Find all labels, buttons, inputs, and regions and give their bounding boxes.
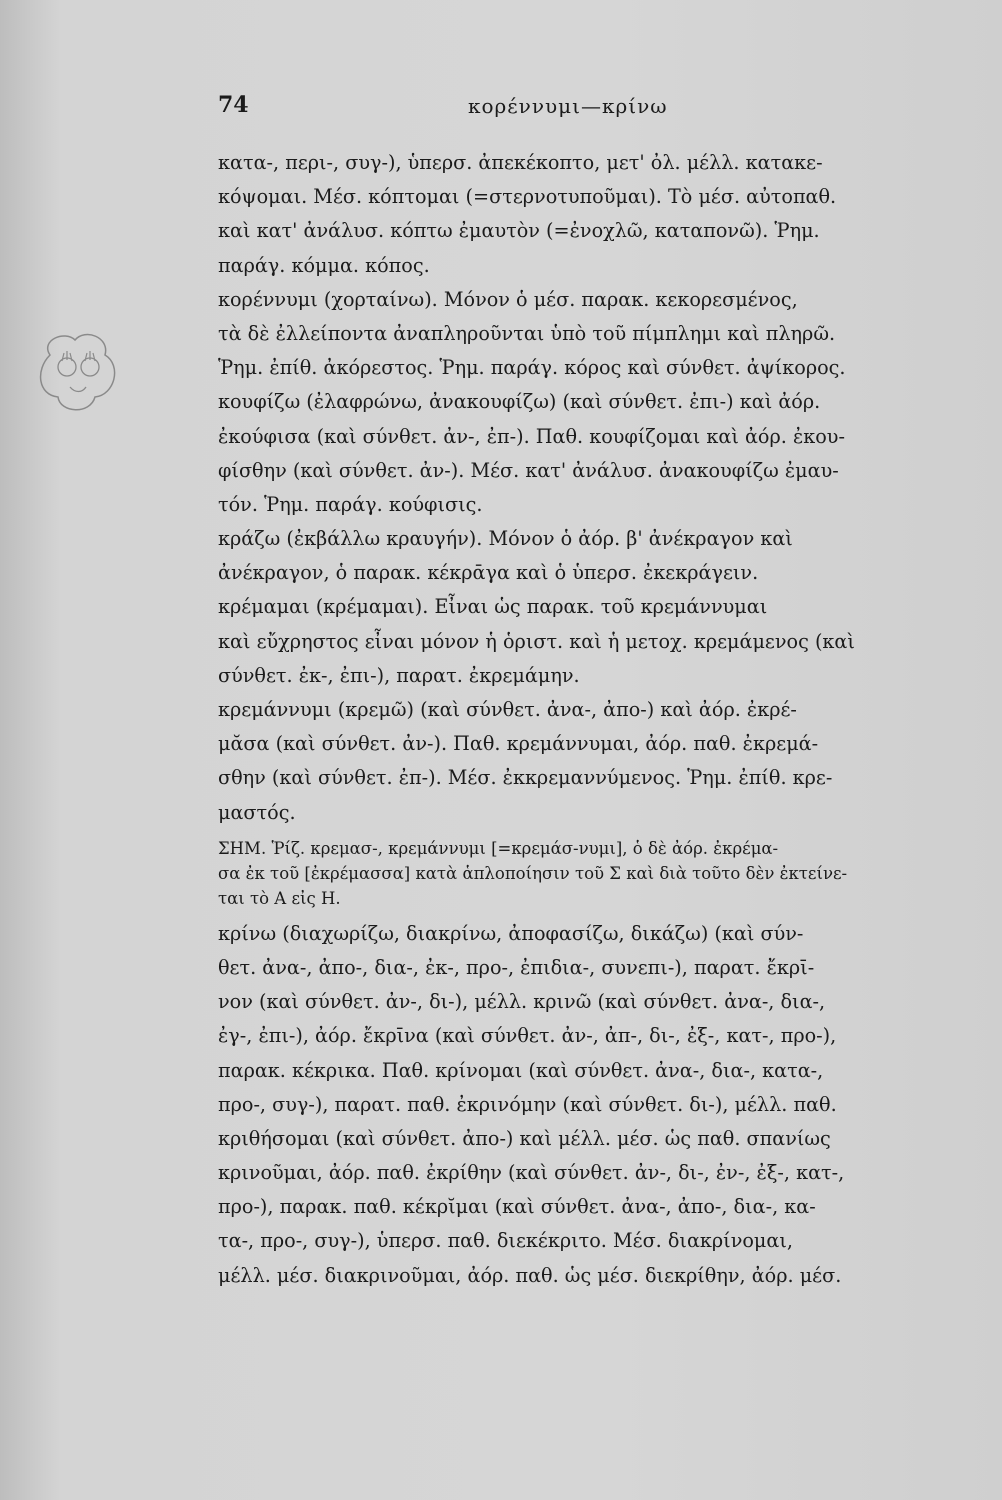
body-text: [218, 146, 958, 1293]
text-line: προ-), παρακ. παθ. κέκρῐμαι (καὶ σύνθετ. ἀνα-, ἀπο-, δια-, κα-: [218, 1195, 816, 1219]
text-line: καὶ κατ' ἀνάλυσ. κόπτω ἐμαυτὸν (=ἐνοχλῶ, καταπονῶ). Ῥημ.: [218, 219, 820, 243]
text-line: προ-, συγ-), παρατ. παθ. ἐκρινόμην (καὶ σύνθετ. δι-), μέλλ. παθ.: [218, 1092, 837, 1116]
note-line: ται τὸ Α εἰς Η.: [218, 888, 341, 908]
text-line: κρίνω (διαχωρίζω, διακρίνω, ἀποφασίζω, δικάζω) (καὶ σύν-: [218, 921, 804, 945]
text-line: τόν. Ῥημ. παράγ. κούφισις.: [218, 492, 483, 516]
text-line: ἀνέκραγον, ὁ παρακ. κέκρᾱγα καὶ ὁ ὑπερσ. ἐκεκράγειν.: [218, 561, 759, 585]
text-line: κρέμαμαι (κρέμαμαι). Εἶναι ὡς παρακ. τοῦ κρεμάννυμαι: [218, 595, 768, 619]
text-line: φίσθην (καὶ σύνθετ. ἀν-). Μέσ. κατ' ἀνάλυσ. ἀνακουφίζω ἐμαυ-: [218, 458, 839, 482]
text-line: κουφίζω (ἐλαφρώνω, ἀνακουφίζω) (καὶ σύνθετ. ἐπι-) καὶ ἀόρ.: [218, 390, 821, 414]
text-line: ἐκούφισα (καὶ σύνθετ. ἀν-, ἐπ-). Παθ. κουφίζομαι καὶ ἀόρ. ἐκου-: [218, 424, 845, 448]
text-line: κρεμάννυμι (κρεμῶ) (καὶ σύνθετ. ἀνα-, ἀπο-) καὶ ἀόρ. ἐκρέ-: [218, 698, 797, 721]
text-line: μᾰσα (καὶ σύνθετ. ἀν-). Παθ. κρεμάννυμαι, ἀόρ. παθ. ἐκρεμά-: [218, 732, 819, 756]
text-line: θετ. ἀνα-, ἀπο-, δια-, ἐκ-, προ-, ἐπιδια-, συνεπι-), παρατ. ἔκρῑ-: [218, 955, 815, 979]
note-line: ΣΗΜ. Ῥίζ. κρεμασ-, κρεμάννυμι [=κρεμάσ-νυμι], ὁ δὲ ἀόρ. ἐκρέμα-: [218, 838, 779, 858]
text-line: καὶ εὔχρηστος εἶναι μόνον ἡ ὁριστ. καὶ ἡ μετοχ. κρεμάμενος (καὶ: [218, 629, 855, 653]
text-line: Ῥημ. ἐπίθ. ἀκόρεστος. Ῥημ. παράγ. κόρος καὶ σύνθετ. ἀψίκορος.: [218, 356, 846, 380]
text-line: κορέννυμι (χορταίνω). Μόνον ὁ μέσ. παρακ. κεκορεσμένος,: [218, 287, 798, 311]
text-line: κατα-, περι-, συγ-), ὑπερσ. ἀπεκέκοπτο, μετ' ὀλ. μέλλ. κατακε-: [218, 151, 823, 174]
text-line: παράγ. κόμμα. κόπος.: [218, 253, 430, 277]
text-line: κρινοῦμαι, ἀόρ. παθ. ἐκρίθην (καὶ σύνθετ. ἀν-, δι-, ἐν-, ἐξ-, κατ-,: [218, 1161, 845, 1185]
text-line: κριθήσομαι (καὶ σύνθετ. ἀπο-) καὶ μέλλ. μέσ. ὡς παθ. σπανίως: [218, 1126, 831, 1150]
text-line: σθην (καὶ σύνθετ. ἐπ-). Μέσ. ἐκκρεμαννύμενος. Ῥημ. ἐπίθ. κρε-: [218, 766, 833, 790]
text-line: μαστός.: [218, 800, 296, 824]
text-line: σύνθετ. ἐκ-, ἐπι-), παρατ. ἐκρεμάμην.: [218, 663, 580, 687]
text-line: κράζω (ἐκβάλλω κραυγήν). Μόνον ὁ ἀόρ. β' ἀνέκραγον καὶ: [218, 527, 793, 551]
hand-drawn-face-stamp-icon: [30, 325, 125, 420]
text-line: νον (καὶ σύνθετ. ἀν-, δι-), μέλλ. κρινῶ (καὶ σύνθετ. ἀνα-, δια-,: [218, 990, 826, 1014]
text-line: παρακ. κέκρικα. Παθ. κρίνομαι (καὶ σύνθετ. ἀνα-, δια-, κατα-,: [218, 1058, 824, 1082]
text-line: τὰ δὲ ἐλλείποντα ἀναπληροῦνται ὑπὸ τοῦ πίμπλημι καὶ πληρῶ.: [218, 321, 836, 345]
text-line: κόψομαι. Μέσ. κόπτομαι (=στερνοτυποῦμαι). Τὸ μέσ. αὐτοπαθ.: [218, 185, 837, 209]
text-line: τα-, προ-, συγ-), ὑπερσ. παθ. διεκέκριτο. Μέσ. διακρίνομαι,: [218, 1229, 793, 1253]
note-line: σα ἐκ τοῦ [ἐκρέμασσα] κατὰ ἁπλοποίησιν τοῦ Σ καὶ διὰ τοῦτο δὲν ἐκτείνε-: [218, 863, 848, 883]
running-head: κορέννυμι—κρίνω: [468, 94, 668, 118]
text-line: ἐγ-, ἐπι-), ἀόρ. ἔκρῑνα (καὶ σύνθετ. ἀν-, ἀπ-, δι-, ἐξ-, κατ-, προ-),: [218, 1024, 837, 1048]
page-number: 74: [218, 92, 249, 118]
page-header: [218, 92, 938, 124]
text-line: μέλλ. μέσ. διακρινοῦμαι, ἀόρ. παθ. ὡς μέσ. διεκρίθην, ἀόρ. μέσ.: [218, 1263, 842, 1287]
